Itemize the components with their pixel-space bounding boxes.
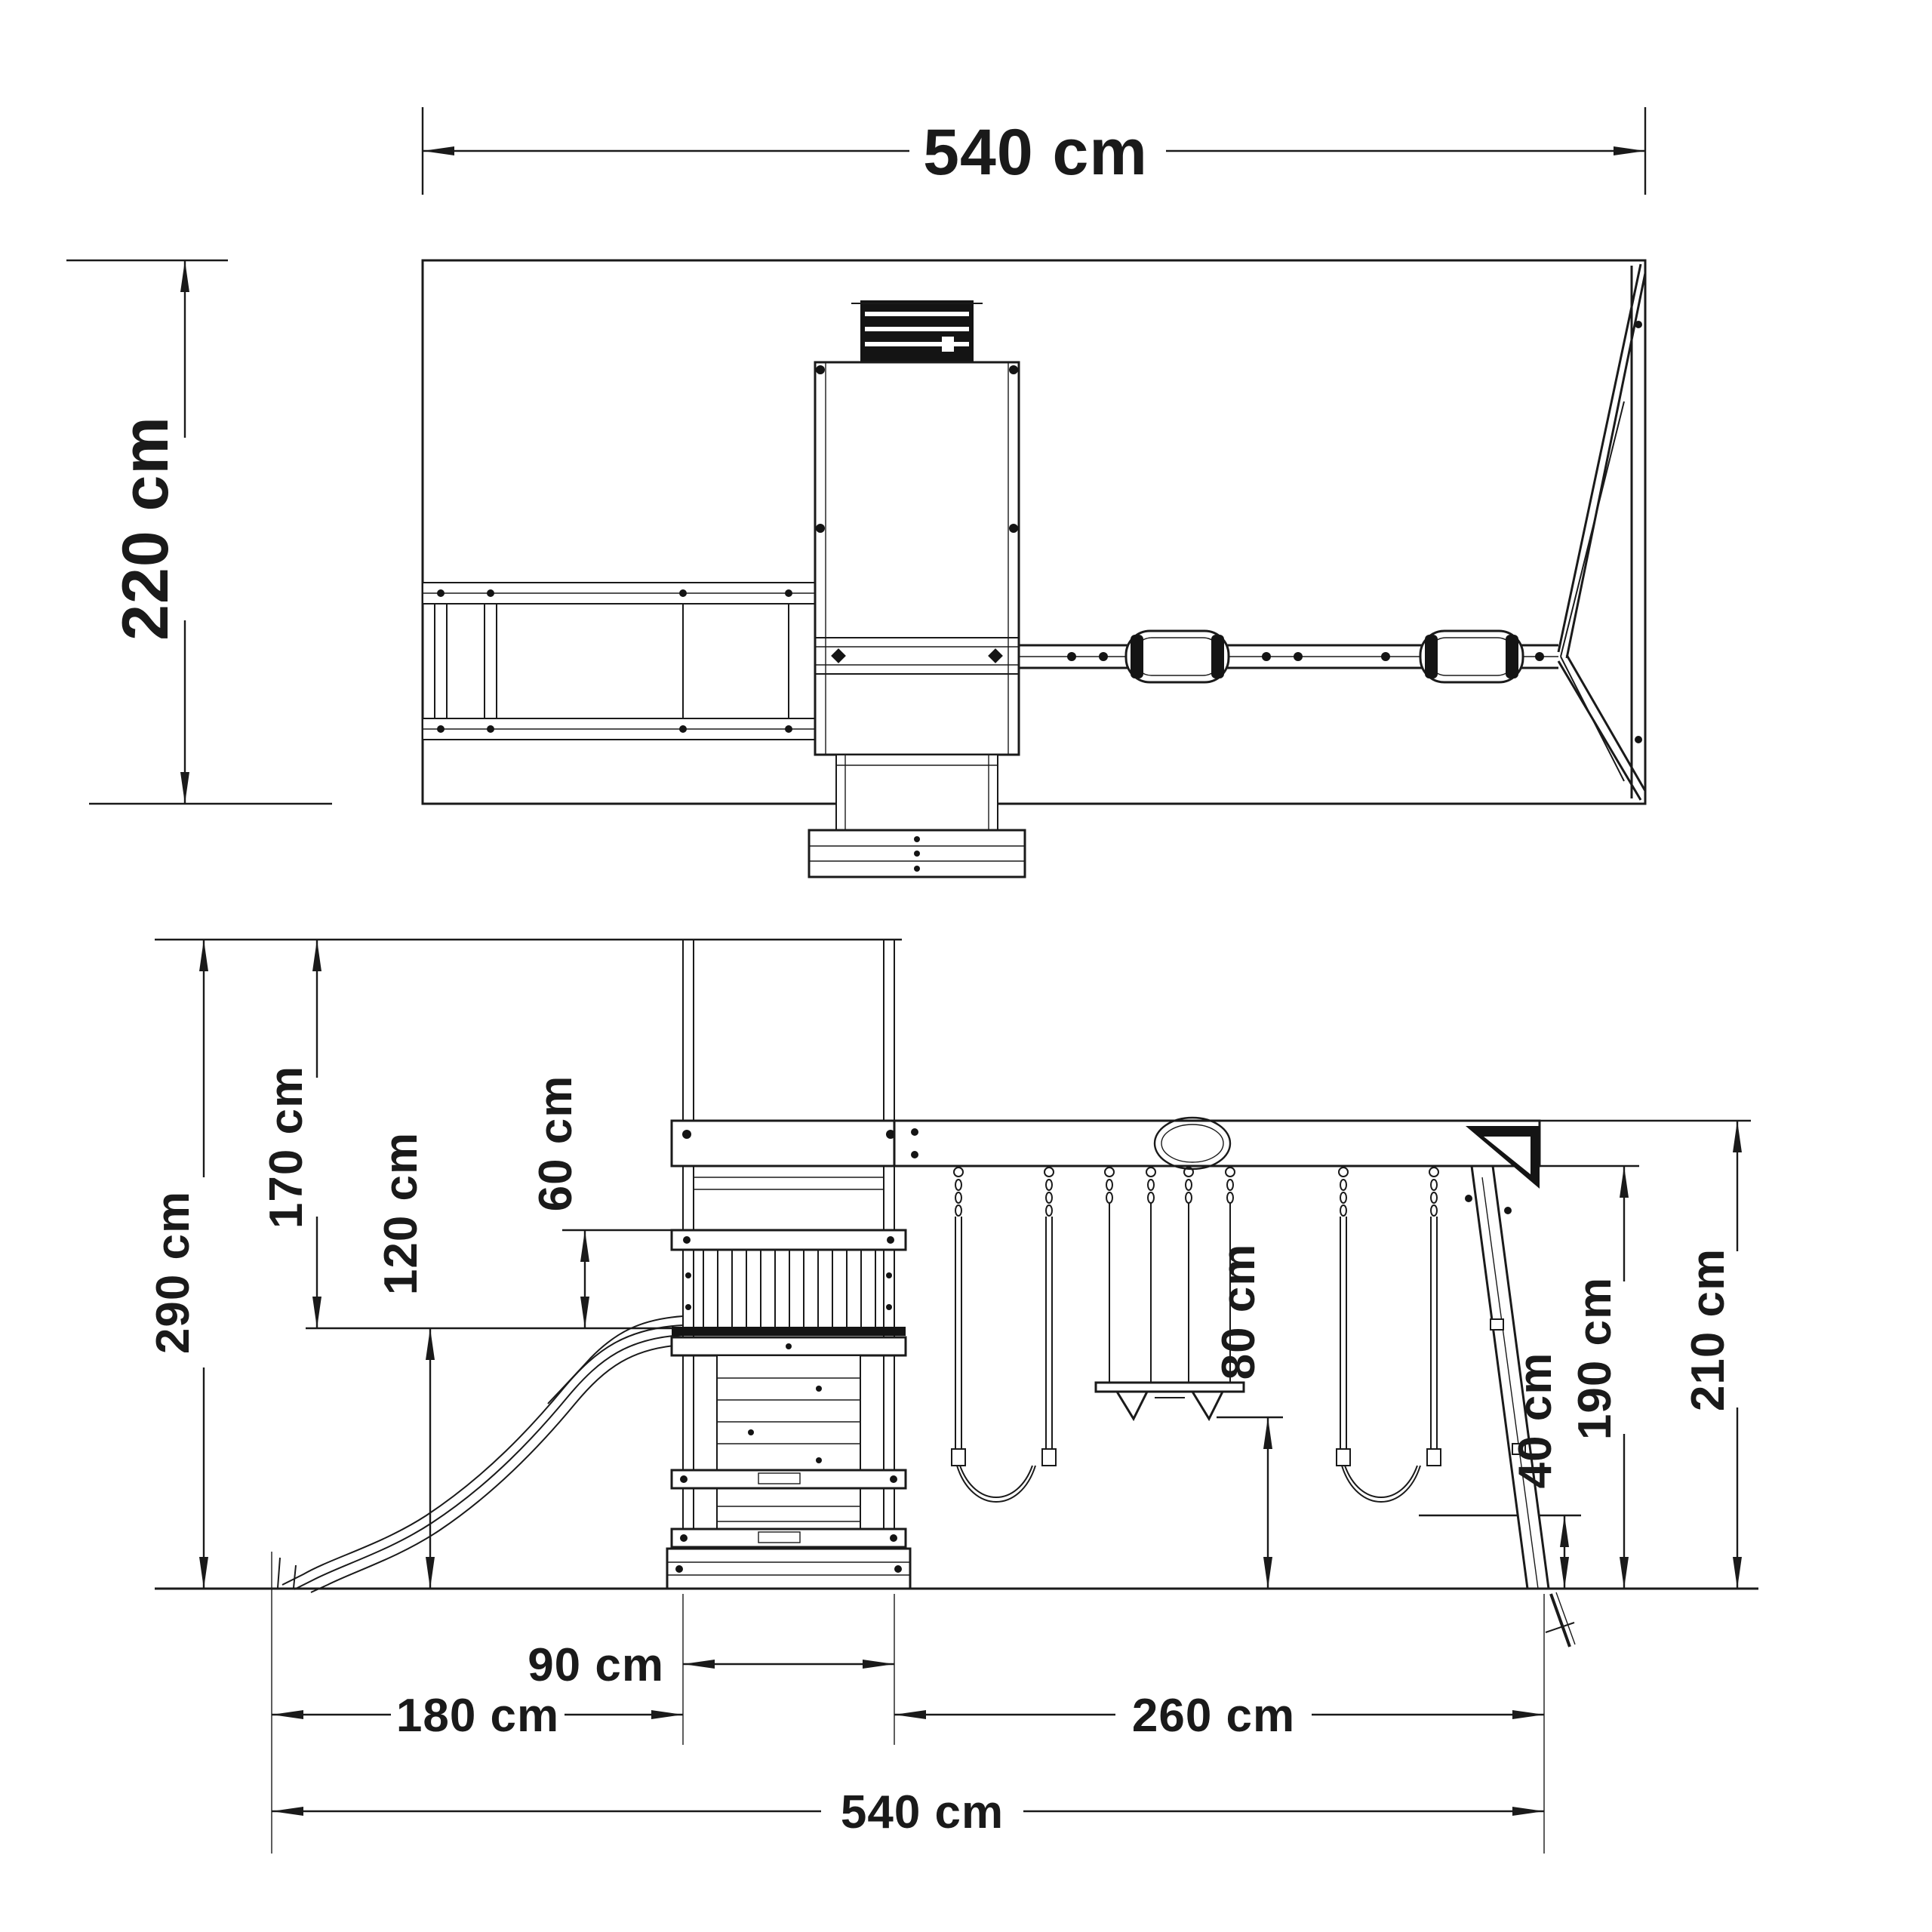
bolt-dot — [680, 1475, 688, 1483]
swing-beam — [894, 1121, 1540, 1166]
chain-link — [1046, 1180, 1052, 1190]
top-dim-total-width — [423, 107, 1645, 195]
tower-annex — [836, 755, 998, 830]
bolt-dot — [675, 1565, 683, 1573]
bolt-dot — [914, 836, 920, 842]
a-frame-plan — [1558, 264, 1645, 800]
chain-anchor-dot — [1067, 652, 1076, 661]
top-dim-depth — [66, 260, 332, 804]
dim-beam-top-height — [1682, 1121, 1737, 1589]
bolt-dot — [487, 725, 494, 733]
tower-plan — [809, 300, 1025, 877]
height-170-label: 170 cm — [260, 1065, 312, 1229]
chain-hanger — [954, 1168, 963, 1177]
chain-hanger — [1146, 1168, 1155, 1177]
ground-anchor-stake — [1551, 1594, 1570, 1647]
height-40-label: 40 cm — [1509, 1352, 1561, 1489]
bolt-dot — [1635, 736, 1642, 743]
height-210-label: 210 cm — [1682, 1247, 1734, 1412]
chain-anchor-dot — [1262, 652, 1271, 661]
chain-link — [1106, 1180, 1112, 1190]
chain-anchor-dot — [1099, 652, 1108, 661]
width-540-label: 540 cm — [840, 1786, 1004, 1838]
seat-clamp — [1042, 1449, 1056, 1466]
slide-foot — [294, 1565, 296, 1588]
height-80-label: 80 cm — [1213, 1243, 1265, 1380]
belt-seat — [1345, 1466, 1417, 1497]
bolt-dot — [890, 1475, 897, 1483]
glider-handle — [1192, 1392, 1223, 1419]
top-depth-label: 220 cm — [109, 416, 182, 641]
chain-link — [1431, 1192, 1437, 1203]
a-frame-brace — [1561, 657, 1624, 781]
slide-rail — [294, 1335, 683, 1589]
climbing-panel — [717, 1355, 860, 1549]
chain-link — [1148, 1192, 1154, 1203]
chain-link — [1227, 1192, 1233, 1203]
swing-beam-elevation — [894, 1118, 1540, 1169]
height-120-label: 120 cm — [375, 1131, 427, 1296]
a-frame-leg — [1567, 273, 1645, 658]
glider-bar — [1096, 1383, 1244, 1392]
bolt-dot — [487, 589, 494, 597]
dim-swing-zone — [894, 1690, 1544, 1742]
seat-end-cap — [1425, 635, 1438, 678]
bolt-dot — [914, 851, 920, 857]
chain-link — [1340, 1180, 1346, 1190]
seat-end-cap — [1211, 635, 1224, 678]
chain-link — [955, 1192, 961, 1203]
bolt-dot — [685, 1272, 691, 1278]
dim-glider-seat-height — [1213, 1244, 1268, 1589]
swing-seat-plan — [1126, 631, 1229, 682]
seat-clamp — [952, 1449, 965, 1466]
dim-total-width-bottom — [272, 1786, 1544, 1838]
bolt-dot — [816, 365, 825, 374]
dim-platform-height — [375, 1132, 430, 1589]
dim-slide-zone — [272, 1690, 683, 1742]
chain-link — [1148, 1180, 1154, 1190]
dim-tower-width — [528, 1639, 894, 1691]
slide-rail — [311, 1345, 683, 1592]
bolt-dot — [1635, 321, 1642, 328]
tower-cap-beam — [672, 1121, 906, 1166]
bolt-dot — [437, 589, 445, 597]
bolt-dot — [886, 1304, 892, 1310]
bolt-dot — [816, 1457, 822, 1463]
chain-link — [1046, 1192, 1052, 1203]
slide — [278, 1316, 683, 1592]
height-60-label: 60 cm — [530, 1075, 582, 1212]
bridge-plan — [423, 583, 815, 740]
swing-seat-plan — [1420, 631, 1523, 682]
chain-hanger — [1105, 1168, 1114, 1177]
top-width-label: 540 cm — [923, 116, 1148, 189]
width-180-label: 180 cm — [395, 1690, 560, 1742]
top-view — [66, 107, 1645, 877]
swing-beam-plan — [1019, 631, 1558, 682]
bolt-dot — [786, 1343, 792, 1349]
chain-anchor-dot — [1381, 652, 1390, 661]
a-frame-leg — [1558, 264, 1641, 652]
slide-rail — [548, 1316, 683, 1404]
bolt-dot — [1465, 1195, 1472, 1202]
tower-body — [815, 362, 1019, 755]
a-frame-leg — [1567, 655, 1645, 791]
bolt-dot — [679, 589, 687, 597]
bolt-dot — [816, 1386, 822, 1392]
bolt-dot — [1504, 1207, 1512, 1214]
tower-base — [667, 1549, 910, 1589]
bolt-dot — [682, 1130, 691, 1139]
chain-hanger — [1429, 1168, 1438, 1177]
railing-slats — [685, 1250, 892, 1327]
bolt-dot — [679, 725, 687, 733]
seat-clamp — [1427, 1449, 1441, 1466]
dim-railing-height — [530, 1075, 585, 1328]
railing-top-beam — [672, 1230, 906, 1250]
chain-link — [1340, 1205, 1346, 1216]
platform-deck — [672, 1327, 906, 1336]
a-frame-brace — [1561, 401, 1624, 657]
bolt-dot — [890, 1534, 897, 1542]
bolt-dot — [1009, 524, 1018, 533]
bolt-dot — [1009, 365, 1018, 374]
chain-link — [955, 1180, 961, 1190]
a-frame-leg — [1558, 661, 1641, 800]
belt-swing-left — [952, 1168, 1056, 1502]
chain-anchor-dot — [1535, 652, 1544, 661]
chain-link — [1227, 1180, 1233, 1190]
bolt-dot — [887, 1236, 894, 1244]
belt-swing-right — [1337, 1168, 1441, 1502]
height-total-label: 290 cm — [147, 1190, 199, 1355]
dim-total-height — [147, 940, 204, 1589]
bolt-dot — [685, 1304, 691, 1310]
seat-end-cap — [1131, 635, 1143, 678]
belt-seat — [960, 1466, 1032, 1497]
ladder-rung-tab — [1491, 1319, 1503, 1330]
dim-beam-underside-height — [1569, 1166, 1624, 1589]
bolt-dot — [785, 725, 792, 733]
slide-rail — [282, 1325, 683, 1585]
tower-elevation — [667, 940, 910, 1589]
height-190-label: 190 cm — [1569, 1276, 1621, 1441]
dim-platform-to-top — [260, 940, 317, 1328]
belt-seat — [1342, 1466, 1420, 1502]
width-260-label: 260 cm — [1131, 1690, 1296, 1742]
bolt-dot — [816, 524, 825, 533]
bolt-dot — [894, 1565, 902, 1573]
chain-hanger — [1339, 1168, 1348, 1177]
bolt-dot — [911, 1151, 918, 1158]
seat-clamp — [1337, 1449, 1350, 1466]
roof-notch — [942, 337, 954, 352]
chain-link — [955, 1205, 961, 1216]
chain-anchor-dot — [1294, 652, 1303, 661]
bolt-dot — [683, 1236, 691, 1244]
glider-handle — [1117, 1392, 1147, 1419]
chain-link — [1046, 1205, 1052, 1216]
bolt-dot — [748, 1429, 754, 1435]
width-90-label: 90 cm — [528, 1639, 664, 1691]
seat-end-cap — [1506, 635, 1518, 678]
chain-hanger — [1226, 1168, 1235, 1177]
chain-link — [1106, 1192, 1112, 1203]
chain-link — [1431, 1205, 1437, 1216]
bolt-dot — [914, 866, 920, 872]
slide-foot — [278, 1558, 280, 1588]
bolt-dot — [437, 725, 445, 733]
chain-hanger — [1044, 1168, 1054, 1177]
bolt-dot — [886, 1272, 892, 1278]
belt-seat — [957, 1466, 1035, 1502]
chain-link — [1186, 1192, 1192, 1203]
bolt-dot — [911, 1128, 918, 1136]
chain-link — [1340, 1192, 1346, 1203]
side-view — [147, 940, 1758, 1854]
bolt-dot — [785, 589, 792, 597]
chain-link — [1186, 1180, 1192, 1190]
bolt-dot — [680, 1534, 688, 1542]
chain-link — [1431, 1180, 1437, 1190]
